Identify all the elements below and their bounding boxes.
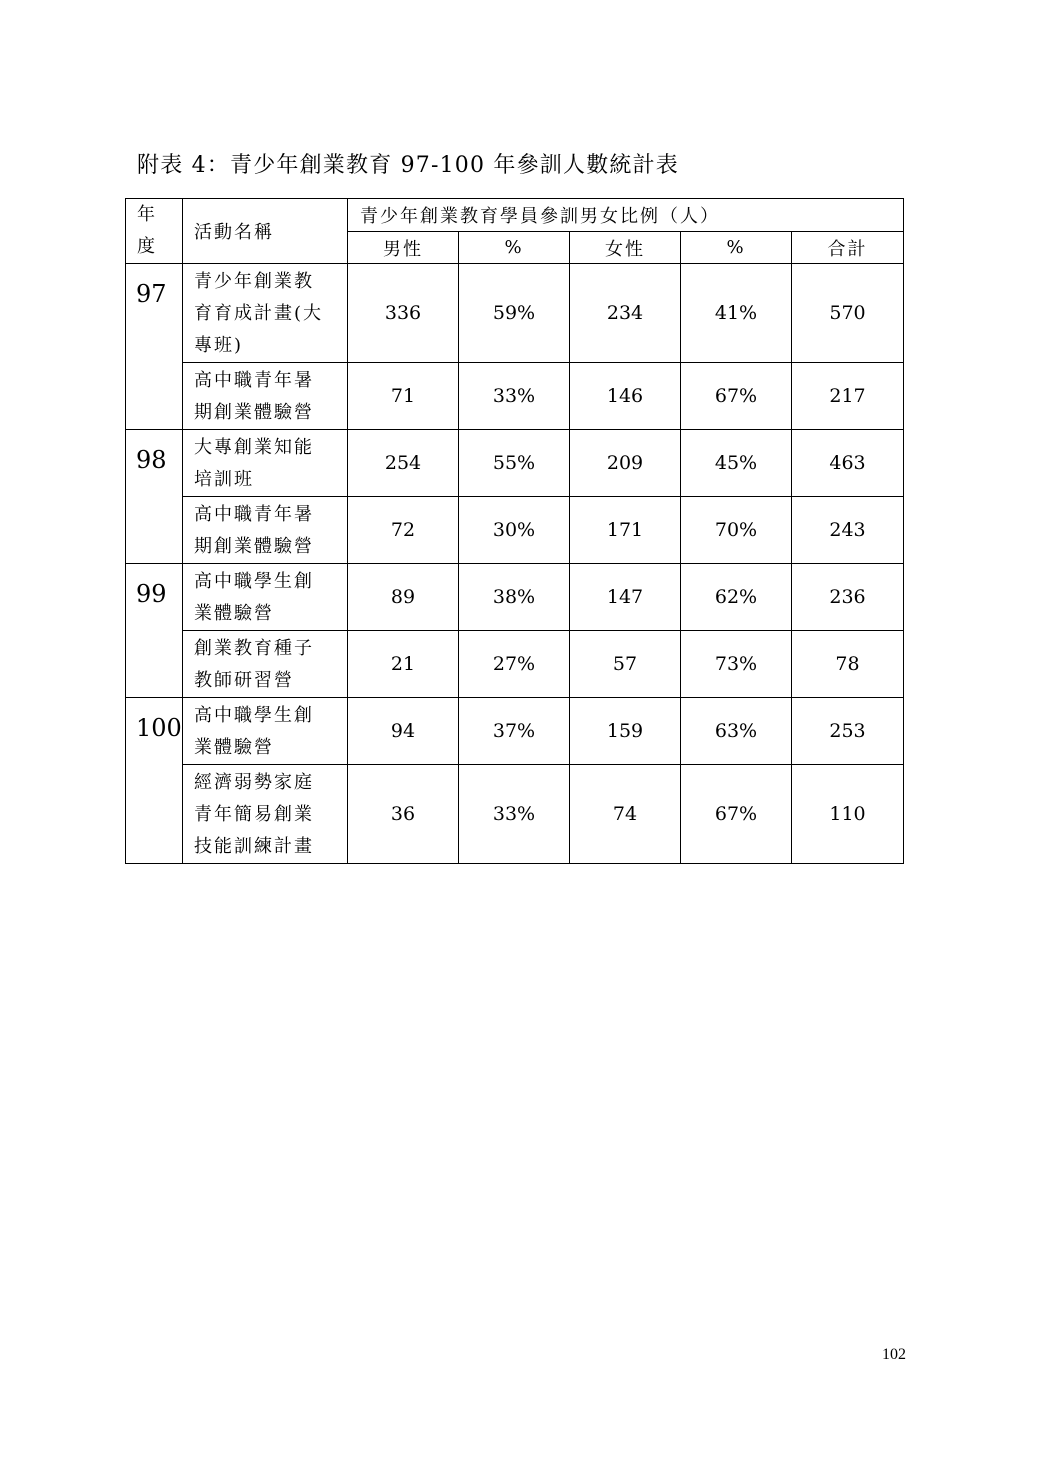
table-row xyxy=(126,264,904,363)
activity-line: 業體驗營 xyxy=(194,603,274,624)
cell-female: 57 xyxy=(570,631,681,698)
table-row xyxy=(126,631,904,698)
cell-total: 236 xyxy=(792,564,904,631)
cell-female: 171 xyxy=(570,497,681,564)
table-row xyxy=(126,765,904,864)
activity-line: 創業教育種子 xyxy=(194,638,314,659)
cell-total: 78 xyxy=(792,631,904,698)
table-row xyxy=(126,497,904,564)
cell-total: 570 xyxy=(792,264,904,363)
table-caption: 附表 4：青少年創業教育 97-100 年參訓人數統計表 xyxy=(137,153,679,178)
activity-line: 大專創業知能 xyxy=(194,437,314,458)
activity-line: 業體驗營 xyxy=(194,737,274,758)
cell-female-percent: 62% xyxy=(681,564,792,631)
cell-activity xyxy=(183,430,348,497)
header-activity: 活動名稱 xyxy=(183,199,348,264)
cell-male-percent: 30% xyxy=(459,497,570,564)
cell-activity xyxy=(183,698,348,765)
activity-line: 期創業體驗營 xyxy=(194,536,314,557)
activity-line: 教師研習營 xyxy=(194,670,294,691)
header-group: 青少年創業教育學員參訓男女比例（人） xyxy=(348,199,904,232)
cell-year: 100 xyxy=(126,698,183,864)
cell-female-percent: 73% xyxy=(681,631,792,698)
cell-female-percent: 67% xyxy=(681,765,792,864)
header-female: 女性 xyxy=(570,232,681,264)
cell-activity xyxy=(183,497,348,564)
cell-male: 254 xyxy=(348,430,459,497)
cell-male-percent: 59% xyxy=(459,264,570,363)
activity-line: 高中職青年暑 xyxy=(194,370,314,391)
cell-activity xyxy=(183,564,348,631)
header-female-percent: % xyxy=(681,232,792,264)
cell-activity xyxy=(183,765,348,864)
cell-male: 336 xyxy=(348,264,459,363)
page-number: 102 xyxy=(882,1346,906,1363)
activity-line: 青少年創業教 xyxy=(194,271,314,292)
header-male: 男性 xyxy=(348,232,459,264)
cell-female-percent: 45% xyxy=(681,430,792,497)
cell-total: 110 xyxy=(792,765,904,864)
table-row xyxy=(126,363,904,430)
cell-male-percent: 55% xyxy=(459,430,570,497)
cell-male-percent: 38% xyxy=(459,564,570,631)
activity-line: 培訓班 xyxy=(194,469,254,490)
table-row xyxy=(126,564,904,631)
activity-line: 經濟弱勢家庭 xyxy=(194,772,314,793)
cell-female: 146 xyxy=(570,363,681,430)
cell-male: 36 xyxy=(348,765,459,864)
cell-male-percent: 33% xyxy=(459,765,570,864)
cell-female-percent: 70% xyxy=(681,497,792,564)
table-row xyxy=(126,698,904,765)
header-total: 合計 xyxy=(792,232,904,264)
activity-line: 技能訓練計畫 xyxy=(194,836,314,857)
activity-line: 高中職學生創 xyxy=(194,705,314,726)
header-male-percent: % xyxy=(459,232,570,264)
cell-activity xyxy=(183,363,348,430)
statistics-table xyxy=(125,198,904,864)
cell-female: 234 xyxy=(570,264,681,363)
cell-female-percent: 41% xyxy=(681,264,792,363)
cell-female-percent: 67% xyxy=(681,363,792,430)
activity-line: 高中職青年暑 xyxy=(194,504,314,525)
activity-line: 青年簡易創業 xyxy=(194,804,314,825)
activity-line: 育育成計畫(大 xyxy=(194,303,324,324)
cell-male: 72 xyxy=(348,497,459,564)
cell-activity xyxy=(183,631,348,698)
cell-male: 21 xyxy=(348,631,459,698)
cell-total: 217 xyxy=(792,363,904,430)
cell-year: 97 xyxy=(126,264,183,430)
cell-total: 463 xyxy=(792,430,904,497)
cell-male-percent: 27% xyxy=(459,631,570,698)
cell-total: 253 xyxy=(792,698,904,765)
activity-line: 期創業體驗營 xyxy=(194,402,314,423)
activity-line: 高中職學生創 xyxy=(194,571,314,592)
table-row xyxy=(126,430,904,497)
cell-male: 94 xyxy=(348,698,459,765)
cell-female: 74 xyxy=(570,765,681,864)
header-year-bottom: 度 xyxy=(137,236,155,257)
cell-activity xyxy=(183,264,348,363)
header-year xyxy=(126,199,183,264)
cell-male: 89 xyxy=(348,564,459,631)
cell-male-percent: 33% xyxy=(459,363,570,430)
cell-year: 99 xyxy=(126,564,183,698)
cell-female: 147 xyxy=(570,564,681,631)
cell-female-percent: 63% xyxy=(681,698,792,765)
cell-total: 243 xyxy=(792,497,904,564)
cell-male: 71 xyxy=(348,363,459,430)
cell-female: 159 xyxy=(570,698,681,765)
activity-line: 專班) xyxy=(194,335,244,356)
cell-year: 98 xyxy=(126,430,183,564)
header-row-top xyxy=(126,199,904,232)
header-year-top: 年 xyxy=(137,204,155,225)
cell-female: 209 xyxy=(570,430,681,497)
cell-male-percent: 37% xyxy=(459,698,570,765)
